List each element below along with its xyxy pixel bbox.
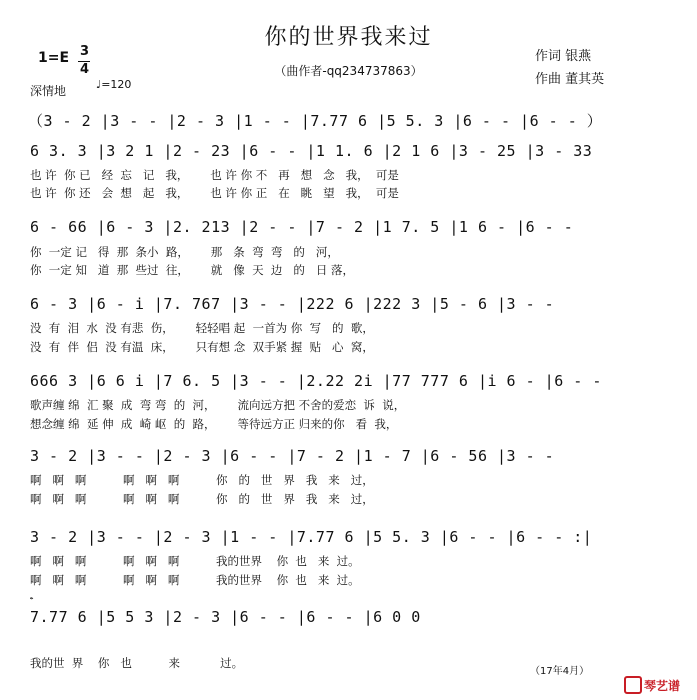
notation-line-6: 3 - 2 |3 - - |2 - 3 |6 - - |7 - 2 |1 - 7 |6 - 56 |3 - -	[30, 447, 555, 465]
subtitle: （曲作者-qq234737863）	[274, 64, 423, 78]
lyric-line-4b: 没 有 伴 侣 没 有温 床， 只有想 念 双手紧 握 贴 心 窝，	[30, 340, 374, 354]
notation-line-8: 7.77 6 |5 5 3 |2 - 3 |6 - - |6 - - |6 0 0	[30, 608, 421, 626]
lyric-line-4a: 没 有 泪 水 没 有悲 伤， 轻轻唱 起 一首为 你 写 的 歌，	[30, 321, 374, 335]
lyric-line-3b: 你 一定 知 道 那 些过 往， 就 像 天 边 的 日 落，	[30, 263, 354, 277]
notation-line-7: 3 - 2 |3 - - |2 - 3 |1 - - |7.77 6 |5 5. 3 |6 - - |6 - - :|	[30, 528, 593, 546]
time-signature-top: 3	[80, 44, 90, 59]
time-signature-bottom: 4	[80, 62, 90, 77]
coda-marker: 𝄌	[30, 596, 34, 606]
lyric-line-7a: 啊 啊 啊 啊 啊 啊 我的世界 你 也 来 过。	[30, 554, 360, 568]
notation-line-3: 6 - 66 |6 - 3 |2. 213 |2 - - |7 - 2 |1 7. 5 |1 6 - |6 - -	[30, 218, 574, 236]
lyric-line-6a: 啊 啊 啊 啊 啊 啊 你 的 世 界 我 来 过，	[30, 473, 374, 487]
lyric-line-6b: 啊 啊 啊 啊 啊 啊 你 的 世 界 我 来 过，	[30, 492, 374, 506]
lyric-line-8a: 我的世 界 你 也 来 过。	[30, 656, 244, 670]
watermark-text: 琴艺谱	[644, 679, 681, 693]
notation-line-5: 666 3 |6 6 i |7 6. 5 |3 - - |2.22 2i |77 777 6 |i 6 - |6 - -	[30, 372, 602, 390]
lyric-line-2a: 也 许 你 已 经 忘 记 我， 也 许 你 不 再 想 念 我， 可是	[30, 168, 399, 182]
lyric-line-3a: 你 一定 记 得 那 条小 路， 那 条 弯 弯 的 河，	[30, 245, 339, 259]
lyricist-credit: 作词 银燕	[535, 49, 592, 64]
expression-mark: 深情地	[30, 84, 67, 98]
tempo-mark: ♩=120	[96, 78, 132, 91]
notation-line-2: 6 3. 3 |3 2 1 |2 - 23 |6 - - |1 1. 6 |2 1 6 |3 - 25 |3 - 33	[30, 142, 593, 160]
watermark-logo-icon	[624, 676, 642, 694]
composer-credit: 作曲 董其英	[535, 72, 605, 87]
page-title: 你的世界我来过	[264, 25, 433, 50]
lyric-line-7b: 啊 啊 啊 啊 啊 啊 我的世界 你 也 来 过。	[30, 573, 360, 587]
key-signature: 1=E	[38, 50, 70, 66]
lyric-line-2b: 也 许 你 还 会 想 起 我， 也 许 你 正 在 眺 望 我， 可是	[30, 186, 399, 200]
notation-line-4: 6 - 3 |6 - i |7. 767 |3 - - |222 6 |222 3 |5 - 6 |3 - -	[30, 295, 555, 313]
date-note: （17年4月）	[530, 666, 590, 677]
notation-line-1: （3 - 2 |3 - - |2 - 3 |1 - - |7.77 6 |5 5. 3 |6 - - |6 - - ）	[28, 112, 603, 130]
lyric-line-5a: 歌声缠 绵 汇 聚 成 弯 弯 的 河， 流向远方把 不舍的爱恋 诉 说，	[30, 398, 406, 412]
lyric-line-5b: 想念缠 绵 延 伸 成 崎 岖 的 路， 等待远方正 归来的你 看 我，	[30, 417, 398, 431]
